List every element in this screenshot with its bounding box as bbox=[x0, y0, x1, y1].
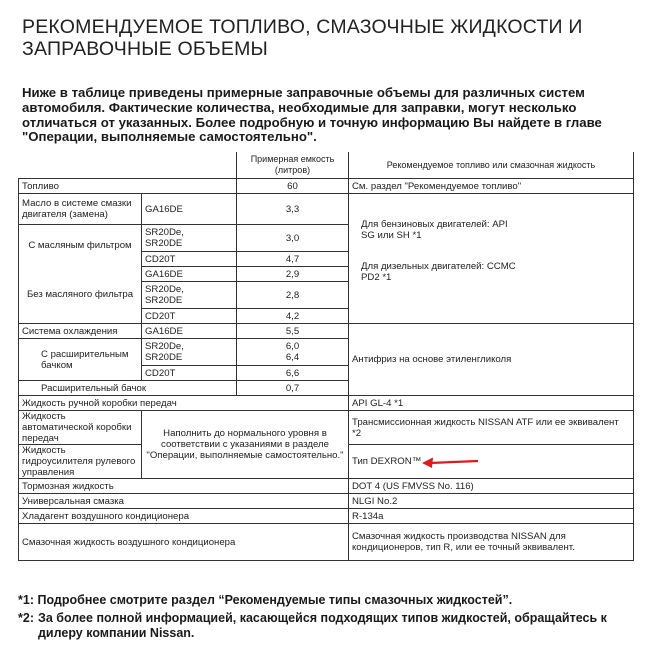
row-fuel-label: Топливо bbox=[19, 179, 237, 194]
page-title-line-1: РЕКОМЕНДУЕМОЕ ТОПЛИВО, СМАЗОЧНЫЕ ЖИДКОСТИ И bbox=[22, 16, 583, 38]
sr20de-b-2: SR20DE bbox=[145, 295, 183, 306]
oil-rec-diesel: Для дизельных двигателей: CCMC PD2 *1 bbox=[361, 261, 516, 284]
row-grease-recommended: NLGI No.2 bbox=[349, 494, 634, 509]
header-recommended: Рекомендуемое топливо или смазочная жидкость bbox=[349, 152, 634, 179]
page-title bbox=[22, 16, 622, 60]
row-auto-recommended: Трансмиссионная жидкость NISSAN ATF или ее эквивалент *2 bbox=[349, 411, 634, 445]
sr20de-b-1: SR20DE bbox=[145, 238, 183, 249]
row-cooling-label: Система охлаждения bbox=[19, 324, 142, 339]
row-manual-label: Жидкость ручной коробки передач bbox=[19, 396, 349, 411]
sr20de-a-3: SR20De, bbox=[145, 341, 184, 352]
row-oil-ga16de-capacity-2: 2,9 bbox=[237, 267, 349, 282]
row-cooling-sr20de-capacity bbox=[237, 339, 349, 366]
row-oil-ga16de-capacity: 3,3 bbox=[237, 194, 349, 225]
row-manual-recommended: API GL-4 *1 bbox=[349, 396, 634, 411]
footnote-1-text: Подробнее смотрите раздел “Рекомендуемые типы смазочных жидкостей”. bbox=[37, 593, 513, 607]
arrow-icon bbox=[422, 456, 480, 470]
row-oil-sr20de-capacity-2: 2,8 bbox=[237, 282, 349, 309]
row-oil-label: Масло в системе смазки двигателя (замена) bbox=[19, 194, 142, 225]
row-oil-cd20t-2: CD20T bbox=[142, 309, 237, 324]
row-cooling-cd20t: CD20T bbox=[142, 366, 237, 381]
row-oil-sr20de-capacity-1: 3,0 bbox=[237, 225, 349, 252]
sr20de-a-2: SR20De, bbox=[145, 284, 184, 295]
row-brake-recommended: DOT 4 (US FMVSS No. 116) bbox=[349, 479, 634, 494]
row-oil-cd20t-capacity-1: 4,7 bbox=[237, 252, 349, 267]
sr20de-a-1: SR20De, bbox=[145, 227, 184, 238]
table-row bbox=[19, 479, 634, 494]
row-brake-label: Тормозная жидкость bbox=[19, 479, 349, 494]
row-oil-no-filter: Без масляного фильтра bbox=[19, 267, 142, 324]
header-capacity: Примерная емкость (литров) bbox=[237, 152, 349, 179]
oil-rec-petrol: Для бензиновых двигателей: API SG или SH *1 bbox=[361, 219, 508, 242]
row-fuel-capacity: 60 bbox=[237, 179, 349, 194]
row-oil-ga16de: GA16DE bbox=[142, 194, 237, 225]
row-cooling-with-tank: С расширительным бачком bbox=[19, 339, 142, 381]
row-cooling-sr20de bbox=[142, 339, 237, 366]
footnote-1-mark: *1: bbox=[18, 593, 34, 607]
footnote-1 bbox=[18, 593, 633, 608]
row-steering-recommended: Тип DEXRON™ bbox=[349, 445, 634, 479]
row-cooling-ga16de: GA16DE bbox=[142, 324, 237, 339]
footnote-2-text: За более полной информацией, касающейся подходящих типов жидкостей, обращайтесь к дилеру компании Nissan. bbox=[37, 611, 607, 640]
row-auto-label: Жидкость автоматической коробки передач bbox=[19, 411, 142, 445]
row-cooling-recommended: Антифриз на основе этиленгликоля bbox=[349, 324, 634, 396]
footnote-2 bbox=[18, 611, 633, 640]
row-oil-sr20de-1 bbox=[142, 225, 237, 252]
row-ac-oil-label: Смазочная жидкость воздушного кондиционера bbox=[19, 524, 349, 561]
capacities-table bbox=[18, 152, 634, 561]
table-row bbox=[19, 524, 634, 561]
row-cooling-tank: Расширительный бачок bbox=[19, 381, 237, 396]
row-grease-label: Универсальная смазка bbox=[19, 494, 349, 509]
row-refrigerant-recommended: R-134a bbox=[349, 509, 634, 524]
row-fill-note: Наполнить до нормального уровня в соответствии с указаниями в разделе "Операции, выполняемые самостоятельно." bbox=[142, 411, 349, 479]
row-oil-recommended bbox=[349, 194, 634, 309]
row-fuel-recommended: См. раздел "Рекомендуемое топливо" bbox=[349, 179, 634, 194]
row-oil-cd20t-capacity-2: 4,2 bbox=[237, 309, 349, 324]
table-row bbox=[19, 396, 634, 411]
row-cooling-ga16de-capacity: 5,5 bbox=[237, 324, 349, 339]
row-refrigerant-label: Хладагент воздушного кондиционера bbox=[19, 509, 349, 524]
intro-paragraph: Ниже в таблице приведены примерные заправочные объемы для различных систем автомобиля. Фактические количества, необходимые для заправки, могут несколько отличаться от указанных. Более подробную и точную информацию Вы найдете в главе "Операции, выполняемые самостоятельно". bbox=[22, 85, 602, 145]
footnote-2-mark: *2: bbox=[18, 611, 34, 625]
sr20-cap-b: 6,4 bbox=[285, 352, 300, 363]
table-row bbox=[19, 494, 634, 509]
sr20de-b-3: SR20DE bbox=[145, 352, 183, 363]
sr20-cap-a: 6,0 bbox=[285, 341, 300, 352]
oil-rec-cell-bottom bbox=[349, 309, 634, 324]
page-title-line-2: ЗАПРАВОЧНЫЕ ОБЪЕМЫ bbox=[22, 38, 269, 60]
table-row bbox=[19, 411, 634, 445]
row-cooling-cd20t-capacity: 6,6 bbox=[237, 366, 349, 381]
row-ac-oil-recommended: Смазочная жидкость производства NISSAN для кондиционеров, тип R, или ее точный эквивалент. bbox=[349, 524, 634, 561]
row-oil-ga16de-2: GA16DE bbox=[142, 267, 237, 282]
row-oil-with-filter: С масляным фильтром bbox=[19, 225, 142, 267]
table-row bbox=[19, 324, 634, 339]
row-oil-sr20de-2 bbox=[142, 282, 237, 309]
table-row bbox=[19, 179, 634, 194]
table-row bbox=[19, 509, 634, 524]
row-cooling-tank-capacity: 0,7 bbox=[237, 381, 349, 396]
table-header-row bbox=[19, 152, 634, 179]
row-oil-cd20t-1: CD20T bbox=[142, 252, 237, 267]
row-steering-label: Жидкость гидроусилителя рулевого управления bbox=[19, 445, 142, 479]
